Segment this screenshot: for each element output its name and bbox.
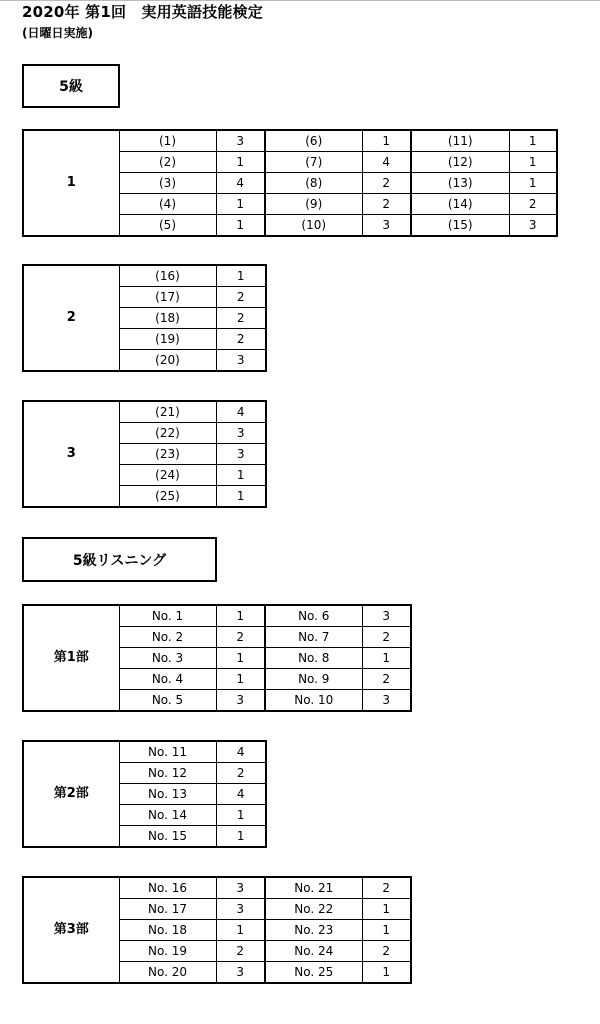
answer-value: 3: [216, 690, 265, 712]
answer-table-section-3: [22, 400, 267, 508]
question-number: (5): [119, 215, 216, 237]
answer-value: 2: [216, 308, 266, 329]
question-number: (14): [411, 194, 509, 215]
section-label: 第2部: [23, 741, 119, 847]
answer-value: 2: [216, 763, 266, 784]
question-number: No. 20: [119, 962, 216, 984]
answer-value: 3: [216, 350, 266, 372]
question-number: (15): [411, 215, 509, 237]
question-number: No. 6: [265, 605, 362, 627]
answer-value: 1: [216, 465, 266, 486]
question-number: (9): [265, 194, 362, 215]
section-label: 2: [23, 265, 119, 371]
question-number: No. 21: [265, 877, 362, 899]
question-number: No. 15: [119, 826, 216, 848]
answer-value: 1: [216, 265, 266, 287]
answer-value: 1: [216, 194, 265, 215]
question-number: No. 17: [119, 899, 216, 920]
question-number: No. 2: [119, 627, 216, 648]
answer-value: 3: [362, 215, 411, 237]
question-number: No. 7: [265, 627, 362, 648]
table-row: [23, 130, 557, 152]
answer-value: 1: [216, 805, 266, 826]
question-number: (8): [265, 173, 362, 194]
question-number: (25): [119, 486, 216, 508]
question-number: No. 11: [119, 741, 216, 763]
question-number: No. 23: [265, 920, 362, 941]
answer-value: 1: [509, 130, 557, 152]
answer-value: 1: [362, 920, 411, 941]
answer-value: 1: [216, 486, 266, 508]
answer-value: 3: [509, 215, 557, 237]
question-number: No. 22: [265, 899, 362, 920]
question-number: No. 25: [265, 962, 362, 984]
question-number: (21): [119, 401, 216, 423]
question-number: (23): [119, 444, 216, 465]
answer-value: 1: [216, 826, 266, 848]
answer-table-section-1: [22, 129, 558, 237]
question-number: No. 19: [119, 941, 216, 962]
answer-value: 1: [362, 962, 411, 984]
section-label: 第1部: [23, 605, 119, 711]
page-subtitle: (日曜日実施): [22, 26, 93, 40]
answer-value: 4: [362, 152, 411, 173]
question-number: (3): [119, 173, 216, 194]
page-title: 2020年 第1回 実用英語技能検定: [22, 3, 264, 21]
answer-value: 4: [216, 401, 266, 423]
answer-value: 2: [216, 941, 265, 962]
answer-table-part-3: [22, 876, 412, 984]
answer-value: 2: [362, 194, 411, 215]
grade-label-reading: 5級: [22, 64, 120, 108]
answer-value: 2: [362, 877, 411, 899]
section-label: 1: [23, 130, 119, 236]
answer-value: 4: [216, 173, 265, 194]
question-number: (13): [411, 173, 509, 194]
question-number: (10): [265, 215, 362, 237]
answer-value: 2: [216, 329, 266, 350]
answer-value: 1: [362, 130, 411, 152]
answer-value: 4: [216, 784, 266, 805]
answer-value: 4: [216, 741, 266, 763]
question-number: (16): [119, 265, 216, 287]
question-number: No. 13: [119, 784, 216, 805]
answer-value: 3: [216, 423, 266, 444]
answer-value: 3: [216, 130, 265, 152]
answer-value: 2: [362, 627, 411, 648]
question-number: (24): [119, 465, 216, 486]
answer-value: 2: [362, 941, 411, 962]
question-number: No. 1: [119, 605, 216, 627]
question-number: (7): [265, 152, 362, 173]
question-number: (11): [411, 130, 509, 152]
question-number: No. 3: [119, 648, 216, 669]
question-number: (4): [119, 194, 216, 215]
answer-value: 1: [509, 173, 557, 194]
question-number: (1): [119, 130, 216, 152]
grade-label-listening: 5級リスニング: [22, 537, 217, 582]
answer-value: 3: [362, 605, 411, 627]
answer-value: 2: [216, 627, 265, 648]
question-number: No. 4: [119, 669, 216, 690]
question-number: (22): [119, 423, 216, 444]
answer-value: 1: [216, 669, 265, 690]
table-row: [23, 401, 266, 423]
answer-value: 3: [216, 899, 265, 920]
question-number: (19): [119, 329, 216, 350]
answer-value: 1: [216, 648, 265, 669]
answer-table-part-2: [22, 740, 267, 848]
question-number: (20): [119, 350, 216, 372]
answer-value: 2: [362, 173, 411, 194]
table-row: [23, 741, 266, 763]
question-number: (12): [411, 152, 509, 173]
question-number: No. 8: [265, 648, 362, 669]
answer-value: 1: [362, 899, 411, 920]
question-number: (17): [119, 287, 216, 308]
answer-value: 1: [362, 648, 411, 669]
question-number: (2): [119, 152, 216, 173]
section-label: 第3部: [23, 877, 119, 983]
answer-value: 1: [216, 152, 265, 173]
answer-value: 1: [216, 605, 265, 627]
question-number: No. 12: [119, 763, 216, 784]
question-number: No. 5: [119, 690, 216, 712]
answer-value: 3: [216, 877, 265, 899]
answer-value: 2: [362, 669, 411, 690]
question-number: No. 18: [119, 920, 216, 941]
answer-table-section-2: [22, 264, 267, 372]
table-row: [23, 265, 266, 287]
question-number: No. 9: [265, 669, 362, 690]
answer-value: 2: [216, 287, 266, 308]
question-number: No. 14: [119, 805, 216, 826]
answer-value: 1: [509, 152, 557, 173]
answer-table-part-1: [22, 604, 412, 712]
question-number: (18): [119, 308, 216, 329]
section-label: 3: [23, 401, 119, 507]
question-number: No. 10: [265, 690, 362, 712]
answer-value: 1: [216, 920, 265, 941]
question-number: (6): [265, 130, 362, 152]
answer-value: 1: [216, 215, 265, 237]
answer-value: 3: [216, 962, 265, 984]
answer-value: 3: [216, 444, 266, 465]
table-row: [23, 605, 411, 627]
table-row: [23, 877, 411, 899]
question-number: No. 24: [265, 941, 362, 962]
answer-value: 3: [362, 690, 411, 712]
question-number: No. 16: [119, 877, 216, 899]
answer-value: 2: [509, 194, 557, 215]
